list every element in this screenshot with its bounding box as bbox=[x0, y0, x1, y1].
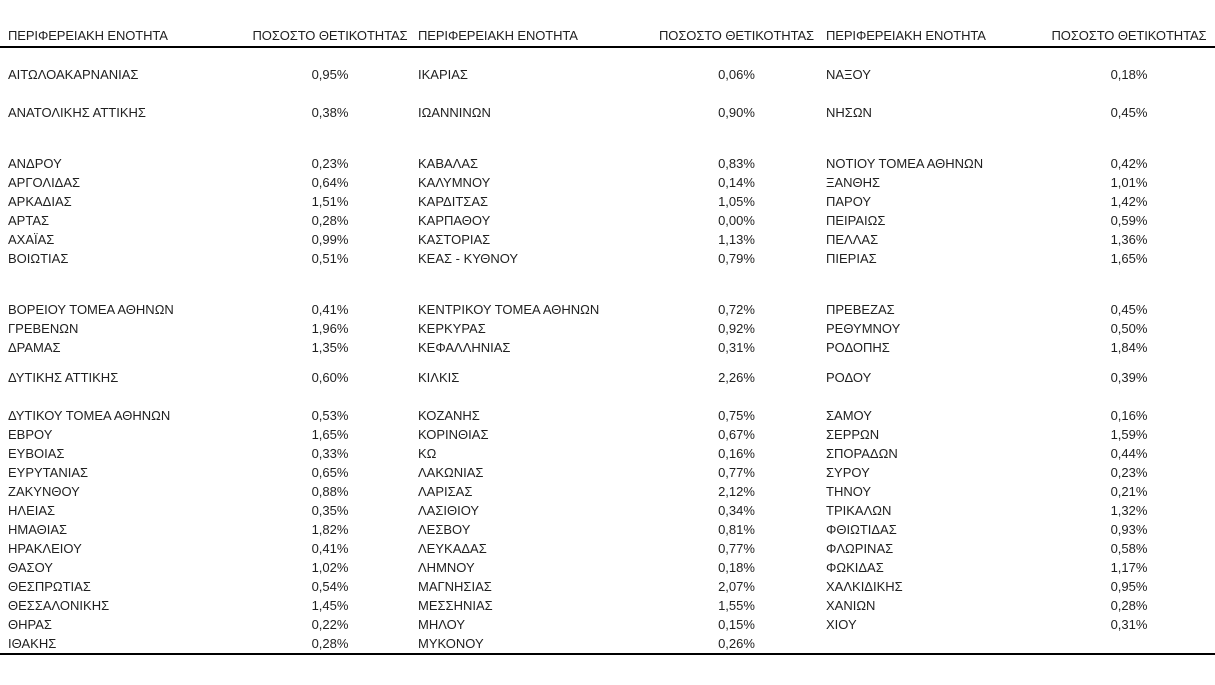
table-row bbox=[0, 173, 1215, 192]
table-row bbox=[0, 501, 1215, 520]
value-cell: 1,65% bbox=[1110, 251, 1148, 266]
region-cell: ΤΡΙΚΑΛΩΝ bbox=[826, 503, 892, 518]
value-cell: 2,12% bbox=[718, 484, 755, 499]
table-row bbox=[0, 577, 1215, 596]
region-cell: ΣΕΡΡΩΝ bbox=[826, 427, 880, 442]
value-cell: 0,38% bbox=[311, 105, 349, 120]
region-cell: ΓΡΕΒΕΝΩΝ bbox=[8, 321, 79, 336]
table-row bbox=[0, 338, 1215, 357]
table-section bbox=[0, 56, 1215, 132]
value-cell: 0,67% bbox=[718, 427, 755, 442]
region-cell: ΣΥΡΟΥ bbox=[826, 465, 870, 480]
value-cell: 0,83% bbox=[718, 156, 755, 171]
header-value-1: ΠΟΣΟΣΤΟ ΘΕΤΙΚΟΤΗΤΑΣ bbox=[252, 28, 408, 43]
table-row bbox=[0, 444, 1215, 463]
value-cell: 0,72% bbox=[718, 302, 755, 317]
region-cell: ΑΝΑΤΟΛΙΚΗΣ ΑΤΤΙΚΗΣ bbox=[8, 105, 146, 120]
region-cell: ΧΑΛΚΙΔΙΚΗΣ bbox=[826, 579, 903, 594]
table-row bbox=[0, 615, 1215, 634]
value-cell: 0,53% bbox=[311, 408, 349, 423]
table-row bbox=[0, 230, 1215, 249]
region-cell: ΠΕΙΡΑΙΩΣ bbox=[826, 213, 886, 228]
value-cell bbox=[1043, 634, 1215, 653]
value-cell: 1,84% bbox=[1110, 340, 1148, 355]
table-row bbox=[0, 482, 1215, 501]
region-cell: ΜΗΛΟΥ bbox=[418, 617, 465, 632]
positivity-rate-table-page bbox=[0, 28, 1215, 685]
region-cell: ΑΡΓΟΛΙΔΑΣ bbox=[8, 175, 81, 190]
value-cell: 1,36% bbox=[1110, 232, 1148, 247]
region-cell: ΙΩΑΝΝΙΝΩΝ bbox=[418, 105, 491, 120]
value-cell: 0,45% bbox=[1110, 302, 1148, 317]
region-cell: ΚΕΡΚΥΡΑΣ bbox=[418, 321, 486, 336]
value-cell: 1,65% bbox=[311, 427, 349, 442]
region-cell: ΛΕΣΒΟΥ bbox=[418, 522, 471, 537]
table-row bbox=[0, 211, 1215, 230]
region-cell: ΚΩ bbox=[418, 446, 437, 461]
table-row bbox=[0, 558, 1215, 577]
value-cell: 1,59% bbox=[1110, 427, 1148, 442]
header-region-2: ΠΕΡΙΦΕΡΕΙΑΚΗ ΕΝΟΤΗΤΑ bbox=[418, 28, 578, 43]
value-cell: 0,26% bbox=[718, 636, 755, 651]
region-cell: ΚΙΛΚΙΣ bbox=[418, 370, 460, 385]
table-section bbox=[0, 368, 1215, 387]
table-section bbox=[0, 300, 1215, 357]
value-cell: 0,21% bbox=[1110, 484, 1148, 499]
region-cell: ΑΙΤΩΛΟΑΚΑΡΝΑΝΙΑΣ bbox=[8, 67, 139, 82]
value-cell: 2,07% bbox=[718, 579, 755, 594]
value-cell: 0,95% bbox=[1110, 579, 1148, 594]
header-value-2: ΠΟΣΟΣΤΟ ΘΕΤΙΚΟΤΗΤΑΣ bbox=[659, 28, 814, 43]
region-cell: ΧΙΟΥ bbox=[826, 617, 857, 632]
region-cell: ΑΡΚΑΔΙΑΣ bbox=[8, 194, 72, 209]
value-cell: 0,39% bbox=[1110, 370, 1148, 385]
value-cell: 0,31% bbox=[718, 340, 755, 355]
region-cell: ΜΑΓΝΗΣΙΑΣ bbox=[418, 579, 492, 594]
value-cell: 0,93% bbox=[1110, 522, 1148, 537]
value-cell: 1,42% bbox=[1110, 194, 1148, 209]
value-cell: 1,01% bbox=[1110, 175, 1148, 190]
value-cell: 1,96% bbox=[311, 321, 349, 336]
region-cell: ΘΗΡΑΣ bbox=[8, 617, 52, 632]
value-cell: 1,05% bbox=[718, 194, 755, 209]
region-cell: ΦΩΚΙΔΑΣ bbox=[826, 560, 884, 575]
value-cell: 1,82% bbox=[311, 522, 349, 537]
region-cell: ΛΑΡΙΣΑΣ bbox=[418, 484, 473, 499]
table-row bbox=[0, 94, 1215, 132]
region-cell: ΚΑΒΑΛΑΣ bbox=[418, 156, 479, 171]
table-row bbox=[0, 300, 1215, 319]
header-region-3: ΠΕΡΙΦΕΡΕΙΑΚΗ ΕΝΟΤΗΤΑ bbox=[826, 28, 986, 43]
value-cell: 0,22% bbox=[311, 617, 349, 632]
value-cell: 0,28% bbox=[311, 213, 349, 228]
value-cell: 0,95% bbox=[311, 67, 349, 82]
region-cell: ΙΚΑΡΙΑΣ bbox=[418, 67, 468, 82]
value-cell: 0,16% bbox=[1110, 408, 1148, 423]
region-cell: ΚΑΡΠΑΘΟΥ bbox=[418, 213, 491, 228]
value-cell: 0,75% bbox=[718, 408, 755, 423]
region-cell: ΝΟΤΙΟΥ ΤΟΜΕΑ ΑΘΗΝΩΝ bbox=[826, 156, 984, 171]
region-cell: ΛΑΣΙΘΙΟΥ bbox=[418, 503, 480, 518]
table-section bbox=[0, 406, 1215, 655]
value-cell: 0,14% bbox=[718, 175, 755, 190]
value-cell: 0,41% bbox=[311, 541, 349, 556]
table-row bbox=[0, 319, 1215, 338]
region-cell: ΣΠΟΡΑΔΩΝ bbox=[826, 446, 898, 461]
region-cell: ΚΟΖΑΝΗΣ bbox=[418, 408, 480, 423]
table-row bbox=[0, 56, 1215, 94]
value-cell: 0,41% bbox=[311, 302, 349, 317]
region-cell: ΚΑΡΔΙΤΣΑΣ bbox=[418, 194, 489, 209]
value-cell: 0,45% bbox=[1110, 105, 1148, 120]
table-row bbox=[0, 520, 1215, 539]
region-cell: ΚΕΦΑΛΛΗΝΙΑΣ bbox=[418, 340, 511, 355]
value-cell: 0,42% bbox=[1110, 156, 1148, 171]
table-row bbox=[0, 192, 1215, 211]
region-cell: ΒΟΡΕΙΟΥ ΤΟΜΕΑ ΑΘΗΝΩΝ bbox=[8, 302, 174, 317]
region-cell: ΑΧΑΪΑΣ bbox=[8, 232, 55, 247]
value-cell: 0,06% bbox=[718, 67, 755, 82]
region-cell: ΜΥΚΟΝΟΥ bbox=[418, 636, 484, 651]
value-cell: 0,33% bbox=[311, 446, 349, 461]
region-cell: ΕΒΡΟΥ bbox=[8, 427, 53, 442]
region-cell: ΖΑΚΥΝΘΟΥ bbox=[8, 484, 80, 499]
region-cell: ΡΟΔΟΠΗΣ bbox=[826, 340, 890, 355]
value-cell: 0,65% bbox=[311, 465, 349, 480]
region-cell: ΛΑΚΩΝΙΑΣ bbox=[418, 465, 484, 480]
region-cell: ΛΕΥΚΑΔΑΣ bbox=[418, 541, 487, 556]
value-cell: 0,54% bbox=[311, 579, 349, 594]
value-cell: 0,15% bbox=[718, 617, 755, 632]
region-cell: ΚΕΑΣ - ΚΥΘΝΟΥ bbox=[418, 251, 519, 266]
region-cell: ΚΑΛΥΜΝΟΥ bbox=[418, 175, 491, 190]
value-cell: 1,35% bbox=[311, 340, 349, 355]
region-cell: ΠΕΛΛΑΣ bbox=[826, 232, 879, 247]
value-cell: 1,17% bbox=[1110, 560, 1148, 575]
value-cell: 0,90% bbox=[718, 105, 755, 120]
table-row bbox=[0, 463, 1215, 482]
region-cell: ΣΑΜΟΥ bbox=[826, 408, 872, 423]
value-cell: 0,81% bbox=[718, 522, 755, 537]
value-cell: 0,77% bbox=[718, 465, 755, 480]
value-cell: 0,34% bbox=[718, 503, 755, 518]
value-cell: 0,99% bbox=[311, 232, 349, 247]
region-cell: ΧΑΝΙΩΝ bbox=[826, 598, 876, 613]
region-cell: ΒΟΙΩΤΙΑΣ bbox=[8, 251, 69, 266]
value-cell: 0,28% bbox=[1110, 598, 1148, 613]
region-cell: ΝΗΣΩΝ bbox=[826, 105, 872, 120]
region-cell: ΑΡΤΑΣ bbox=[8, 213, 50, 228]
table-row bbox=[0, 249, 1215, 268]
region-cell: ΡΕΘΥΜΝΟΥ bbox=[826, 321, 901, 336]
value-cell: 1,02% bbox=[311, 560, 349, 575]
value-cell: 2,26% bbox=[718, 370, 755, 385]
table-header-row bbox=[0, 28, 1215, 48]
region-cell bbox=[818, 634, 1043, 653]
region-cell: ΛΗΜΝΟΥ bbox=[418, 560, 475, 575]
region-cell: ΝΑΞΟΥ bbox=[826, 67, 871, 82]
region-cell: ΕΥΡΥΤΑΝΙΑΣ bbox=[8, 465, 89, 480]
region-cell: ΚΟΡΙΝΘΙΑΣ bbox=[418, 427, 489, 442]
table-row bbox=[0, 596, 1215, 615]
value-cell: 0,88% bbox=[311, 484, 349, 499]
region-cell: ΗΡΑΚΛΕΙΟΥ bbox=[8, 541, 82, 556]
value-cell: 1,45% bbox=[311, 598, 349, 613]
value-cell: 0,28% bbox=[311, 636, 349, 651]
table-row bbox=[0, 368, 1215, 387]
region-cell: ΡΟΔΟΥ bbox=[826, 370, 872, 385]
region-cell: ΗΛΕΙΑΣ bbox=[8, 503, 56, 518]
value-cell: 1,51% bbox=[311, 194, 349, 209]
value-cell: 0,31% bbox=[1110, 617, 1148, 632]
value-cell: 0,59% bbox=[1110, 213, 1148, 228]
region-cell: ΤΗΝΟΥ bbox=[826, 484, 872, 499]
value-cell: 0,23% bbox=[311, 156, 349, 171]
region-cell: ΚΑΣΤΟΡΙΑΣ bbox=[418, 232, 491, 247]
header-value-3: ΠΟΣΟΣΤΟ ΘΕΤΙΚΟΤΗΤΑΣ bbox=[1051, 28, 1207, 43]
region-cell: ΞΑΝΘΗΣ bbox=[826, 175, 881, 190]
region-cell: ΦΛΩΡΙΝΑΣ bbox=[826, 541, 894, 556]
value-cell: 1,55% bbox=[718, 598, 755, 613]
region-cell: ΔΥΤΙΚΟΥ ΤΟΜΕΑ ΑΘΗΝΩΝ bbox=[8, 408, 171, 423]
region-cell: ΠΡΕΒΕΖΑΣ bbox=[826, 302, 895, 317]
table-row bbox=[0, 406, 1215, 425]
region-cell: ΜΕΣΣΗΝΙΑΣ bbox=[418, 598, 493, 613]
value-cell: 1,32% bbox=[1110, 503, 1148, 518]
region-cell: ΔΡΑΜΑΣ bbox=[8, 340, 61, 355]
value-cell: 1,13% bbox=[718, 232, 755, 247]
region-cell: ΑΝΔΡΟΥ bbox=[8, 156, 62, 171]
value-cell: 0,79% bbox=[718, 251, 755, 266]
value-cell: 0,64% bbox=[311, 175, 349, 190]
value-cell: 0,60% bbox=[311, 370, 349, 385]
header-region-1: ΠΕΡΙΦΕΡΕΙΑΚΗ ΕΝΟΤΗΤΑ bbox=[8, 28, 168, 43]
table-row bbox=[0, 425, 1215, 444]
value-cell: 0,16% bbox=[718, 446, 755, 461]
value-cell: 0,18% bbox=[718, 560, 755, 575]
region-cell: ΠΑΡΟΥ bbox=[826, 194, 872, 209]
region-cell: ΔΥΤΙΚΗΣ ΑΤΤΙΚΗΣ bbox=[8, 370, 119, 385]
region-cell: ΘΕΣΠΡΩΤΙΑΣ bbox=[8, 579, 91, 594]
region-cell: ΗΜΑΘΙΑΣ bbox=[8, 522, 68, 537]
value-cell: 0,58% bbox=[1110, 541, 1148, 556]
region-cell: ΘΕΣΣΑΛΟΝΙΚΗΣ bbox=[8, 598, 110, 613]
value-cell: 0,23% bbox=[1110, 465, 1148, 480]
region-cell: ΙΘΑΚΗΣ bbox=[8, 636, 57, 651]
table-row bbox=[0, 634, 1215, 653]
value-cell: 0,44% bbox=[1110, 446, 1148, 461]
value-cell: 0,18% bbox=[1110, 67, 1148, 82]
region-cell: ΕΥΒΟΙΑΣ bbox=[8, 446, 65, 461]
value-cell: 0,92% bbox=[718, 321, 755, 336]
value-cell: 0,51% bbox=[311, 251, 349, 266]
region-cell: ΘΑΣΟΥ bbox=[8, 560, 53, 575]
value-cell: 0,00% bbox=[718, 213, 755, 228]
table-body bbox=[0, 56, 1215, 655]
value-cell: 0,35% bbox=[311, 503, 349, 518]
region-cell: ΦΘΙΩΤΙΔΑΣ bbox=[826, 522, 897, 537]
region-cell: ΚΕΝΤΡΙΚΟΥ ΤΟΜΕΑ ΑΘΗΝΩΝ bbox=[418, 302, 600, 317]
table-section bbox=[0, 154, 1215, 268]
region-cell: ΠΙΕΡΙΑΣ bbox=[826, 251, 877, 266]
table-row bbox=[0, 154, 1215, 173]
value-cell: 0,77% bbox=[718, 541, 755, 556]
value-cell: 0,50% bbox=[1110, 321, 1148, 336]
table-row bbox=[0, 539, 1215, 558]
